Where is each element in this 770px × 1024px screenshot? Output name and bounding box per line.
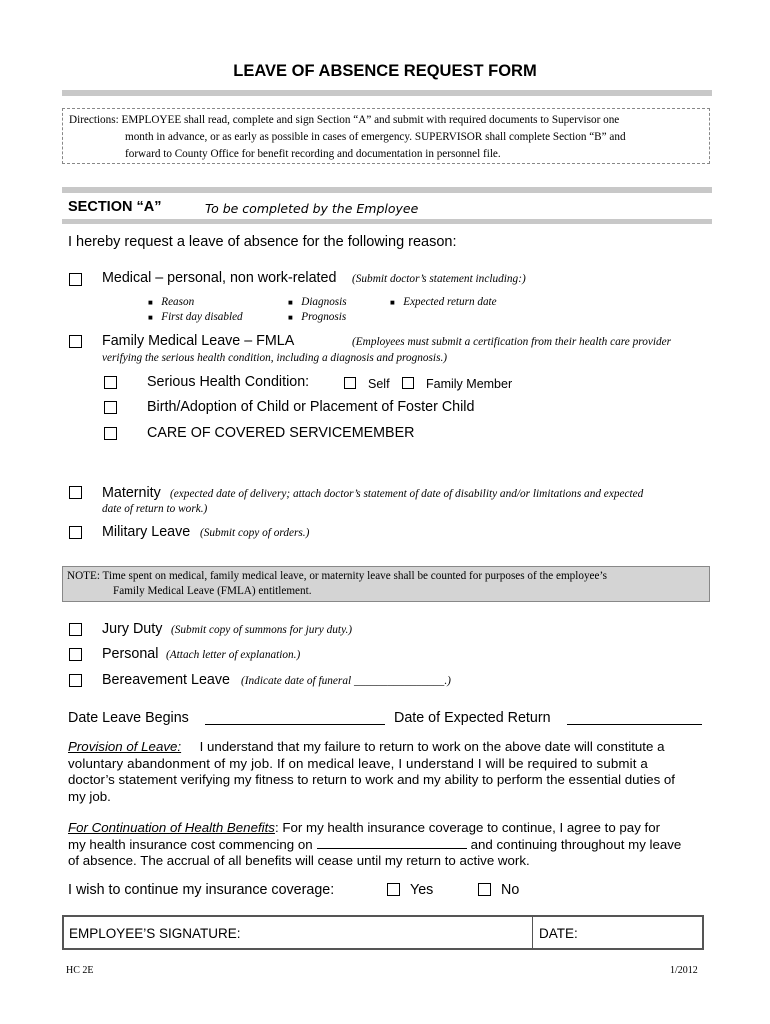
directions-line: month in advance, or as early as possible in cases of emergency. SUPERVISOR shall complete Section “B” and — [125, 131, 626, 143]
section-a-bottom-divider — [62, 219, 712, 224]
title-divider — [62, 90, 712, 96]
military-label: Military Leave — [102, 524, 191, 540]
form-title: LEAVE OF ABSENCE REQUEST FORM — [233, 62, 537, 80]
serious-health-checkbox[interactable] — [104, 376, 117, 389]
bullet-item: ■ Prognosis — [288, 311, 347, 323]
signature-date-label: DATE: — [539, 926, 578, 941]
signature-divider — [532, 917, 533, 948]
serious-health-label: Serious Health Condition: — [147, 374, 310, 390]
note-line: Family Medical Leave (FMLA) entitlement. — [113, 585, 312, 597]
section-a-subheading: To be completed by the Employee — [205, 201, 419, 216]
medical-label: Medical – personal, non work-related — [102, 270, 337, 286]
self-checkbox[interactable] — [344, 377, 356, 389]
note-line: NOTE: Time spent on medical, family medical leave, or maternity leave shall be counted for purposes of the employee’s — [67, 570, 607, 582]
directions-line: forward to County Office for benefit recording and documentation in personnel file. — [125, 148, 501, 160]
birth-adoption-checkbox[interactable] — [104, 401, 117, 414]
bullet-item: ■ First day disabled — [148, 311, 243, 323]
military-checkbox[interactable] — [69, 526, 82, 539]
maternity-note: date of return to work.) — [102, 503, 208, 515]
bereavement-label: Bereavement Leave — [102, 672, 230, 688]
maternity-note: (expected date of delivery; attach doctor’s statement of date of disability and/or limitations and expected — [170, 488, 644, 500]
request-statement: I hereby request a leave of absence for the following reason: — [68, 234, 457, 250]
date-leave-begins-label: Date Leave Begins — [68, 710, 189, 726]
date-expected-return-field[interactable] — [567, 724, 702, 725]
personal-label: Personal — [102, 646, 159, 662]
fmla-checkbox[interactable] — [69, 335, 82, 348]
provision-heading: Provision of Leave: — [68, 739, 182, 754]
family-member-label: Family Member — [426, 377, 513, 391]
bullet-item: ■ Expected return date — [390, 296, 497, 308]
employee-signature-label: EMPLOYEE’S SIGNATURE: — [69, 926, 241, 941]
birth-adoption-label: Birth/Adoption of Child or Placement of Foster Child — [147, 399, 475, 415]
directions-box — [62, 108, 710, 164]
covered-servicemember-label: CARE OF COVERED SERVICEMEMBER — [147, 425, 415, 441]
date-leave-begins-field[interactable] — [205, 724, 385, 725]
continuation-paragraph: For Continuation of Health Benefits: For my health insurance coverage to continue, I agree to pay for my health insurance cost commencing on and continuing throughout my leave of absence. The accrual of all benefits will cease until my return to active work. — [68, 820, 682, 868]
employee-signature-field[interactable] — [264, 919, 528, 946]
medical-note: (Submit doctor’s statement including:) — [352, 273, 526, 285]
provision-paragraph: Provision of Leave: I understand that my failure to return to work on the above date will constitute a voluntary abandonment of my job. If on medical leave, I understand I will be required to submit a doctor’s statement verifying my fitness to return to work and my ability to perform the essential duties of my job. — [68, 739, 676, 804]
family-member-checkbox[interactable] — [402, 377, 414, 389]
fmla-note: (Employees must submit a certification from their health care provider — [352, 336, 672, 348]
bereavement-checkbox[interactable] — [69, 674, 82, 687]
section-a-heading: SECTION “A” — [68, 199, 162, 215]
bereavement-note: (Indicate date of funeral ________________.) — [241, 675, 451, 687]
section-a-top-divider — [62, 187, 712, 193]
medical-checkbox[interactable] — [69, 273, 82, 286]
maternity-label: Maternity — [102, 485, 161, 501]
self-label: Self — [368, 377, 390, 391]
jury-duty-label: Jury Duty — [102, 621, 163, 637]
insurance-no-checkbox[interactable] — [478, 883, 491, 896]
jury-duty-note: (Submit copy of summons for jury duty.) — [171, 624, 353, 636]
date-expected-return-label: Date of Expected Return — [394, 710, 551, 726]
form-revision: 1/2012 — [670, 965, 698, 976]
personal-note: (Attach letter of explanation.) — [166, 649, 301, 661]
fmla-note-box — [62, 566, 710, 602]
military-note: (Submit copy of orders.) — [200, 527, 310, 539]
covered-servicemember-checkbox[interactable] — [104, 427, 117, 440]
personal-checkbox[interactable] — [69, 648, 82, 661]
insurance-yes-label: Yes — [410, 882, 434, 898]
fmla-label: Family Medical Leave – FMLA — [102, 333, 295, 349]
signature-box — [62, 915, 704, 950]
fmla-note: verifying the serious health condition, including a diagnosis and prognosis.) — [102, 352, 448, 364]
directions-line: Directions: EMPLOYEE shall read, complete and sign Section “A” and submit with required documents to Supervisor one — [69, 114, 620, 126]
insurance-no-label: No — [501, 882, 520, 898]
insurance-question: I wish to continue my insurance coverage: — [68, 882, 335, 898]
continuation-heading: For Continuation of Health Benefits — [68, 820, 275, 835]
insurance-yes-checkbox[interactable] — [387, 883, 400, 896]
maternity-checkbox[interactable] — [69, 486, 82, 499]
bullet-item: ■ Reason — [148, 296, 195, 308]
coverage-start-date-field[interactable] — [317, 837, 467, 849]
jury-duty-checkbox[interactable] — [69, 623, 82, 636]
form-code: HC 2E — [66, 965, 94, 976]
signature-date-field[interactable] — [584, 919, 699, 946]
bullet-item: ■ Diagnosis — [288, 296, 347, 308]
